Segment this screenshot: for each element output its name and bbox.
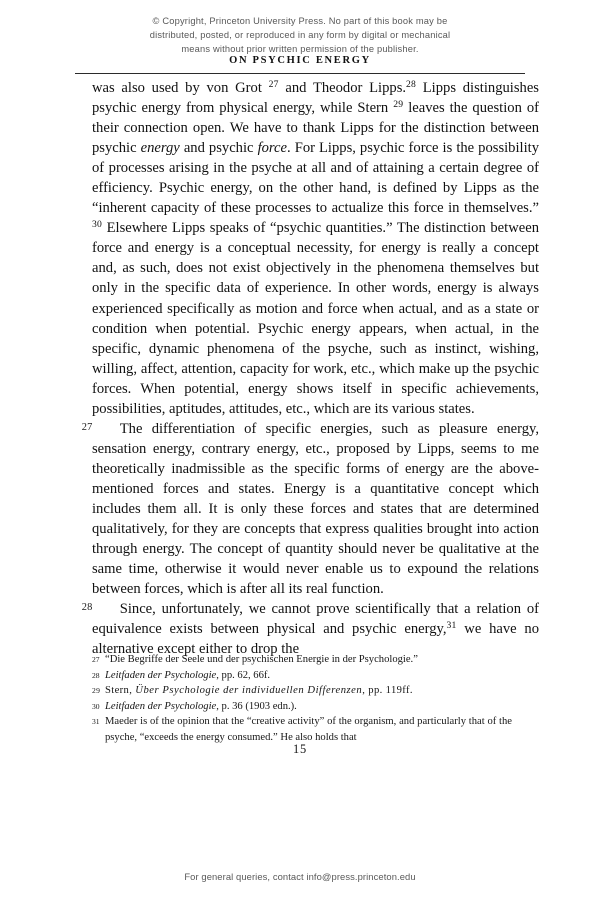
footnote-ref-30: 30: [92, 219, 103, 231]
p1-text-6: . For Lipps, psychic force is the possibility of processes arising in the psyche at all and of attaining a certain degree of efficiency. Psychic energy, on the other hand, is defined by Lipps as the “inherent capacity of these processes to actualize this force in themselves.”: [92, 140, 539, 217]
footnote-mark-30: 30: [92, 701, 100, 711]
p1-text-1: was also used by von Grot: [92, 80, 269, 96]
p1-text-3: Lipps distinguishes psychic energy from physical energy, while Stern: [92, 80, 539, 117]
copyright-line-1: © Copyright, Princeton University Press. No part of this book may be: [152, 16, 448, 26]
footnote-31: [92, 714, 512, 745]
footnote-30-title: Leitfaden der Psychologie: [105, 700, 217, 712]
p3-text-2: we have no alternative except either to drop the: [92, 621, 539, 658]
general-queries-line: For general queries, contact info@press.princeton.edu: [184, 871, 416, 882]
p1-text-5: and psychic: [179, 140, 258, 157]
p1-text-7: Elsewhere Lipps speaks of “psychic quantities.” The distinction between force and energy is a conceptual necessity, for energy is really a concept and, as such, does not exist objectively in the phenomena themselves but only in the specific data of experience. In other words, energy is always experienced specifically as motion and force when actual, and as a state or condition when potential. Psychic energy appears, when actual, in the specific, dynamic phenomena of the psyche, such as instinct, wishing, willing, affect, attention, capacity for work, etc., which make up the psychic forces. When potential, energy shows itself in specific achievements, possibilities, aptitudes, attitudes, etc., which are its various states.: [92, 220, 539, 417]
footnotes-block: [92, 652, 512, 746]
footnote-29-title: Über Psychologie der individuellen Differenzen: [135, 685, 363, 697]
header-divider: [75, 73, 525, 74]
paragraph-continued: [54, 78, 546, 419]
footnote-30-text: , p. 36 (1903 edn.).: [216, 700, 297, 712]
footnote-29-prefix: Stern,: [105, 685, 136, 697]
footnote-28: [92, 668, 512, 684]
footnote-mark-27: 27: [92, 655, 100, 664]
footnote-28-title: Leitfaden der Psychologie: [105, 669, 217, 681]
footnote-30: [92, 699, 512, 715]
p1-text-4: leaves the question of their connection open. We have to thank Lipps for the distinction between psychic: [92, 100, 540, 157]
p1-italic-energy: energy: [140, 140, 180, 157]
paragraph-28: [54, 599, 546, 659]
running-head: ON PSYCHIC ENERGY: [229, 55, 371, 66]
footnote-27-text: “Die Begriffe der Seele und der psychischen Energie in der Psychologie.”: [105, 654, 418, 665]
page-number: 15: [293, 742, 307, 756]
p1-text-2: and Theodor Lipps.: [278, 80, 407, 96]
footnote-29: [92, 683, 512, 699]
p2-text: The differentiation of specific energies, such as pleasure energy, sensation energy, contrary energy, etc., proposed by Lipps, seems to me theoretically inadmissible as the specific forms of energy are the above-mentioned forces and states. Energy is a quantitative concept which includes them all. It is only these forces and states that are determined qualitatively, for they are concepts that express qualities brought into action through energy. The concept of quantity should never be qualitative at the same time, otherwise it would never enable us to expound the relations between forces, which is after all its real function.: [92, 420, 539, 598]
footnote-27: [92, 652, 512, 668]
footnote-ref-29: 29: [393, 99, 404, 111]
paragraph-number-28: 28: [81, 602, 93, 614]
footnote-ref-31: 31: [446, 620, 457, 632]
copyright-line-2: distributed, posted, or reproduced in any form by digital or mechanical: [149, 30, 451, 41]
body-text-block: [54, 78, 546, 659]
footnote-ref-28: 28: [406, 79, 417, 91]
footnote-31-text: Maeder is of the opinion that the “creative activity” of the organism, and particularly that of the psyche, “exceeds the energy consumed.” He also holds that: [105, 716, 512, 743]
copyright-line-3: means without prior written permission of the publisher.: [181, 44, 419, 55]
p3-text-1: Since, unfortunately, we cannot prove scientifically that a relation of equivalence exists between physical and psychic energy,: [92, 601, 539, 638]
paragraph-27: [54, 419, 546, 599]
footnote-mark-29: 29: [92, 686, 101, 696]
footnote-ref-27: 27: [268, 79, 279, 91]
p1-italic-force: force: [257, 140, 288, 157]
footnote-mark-28: 28: [92, 670, 100, 680]
copyright-notice: [0, 14, 600, 57]
footnote-28-text: , pp. 62, 66f.: [216, 669, 271, 681]
paragraph-number-27: 27: [81, 421, 93, 433]
footnote-29-text: , pp. 119ff.: [362, 685, 413, 697]
footnote-mark-31: 31: [92, 717, 100, 727]
